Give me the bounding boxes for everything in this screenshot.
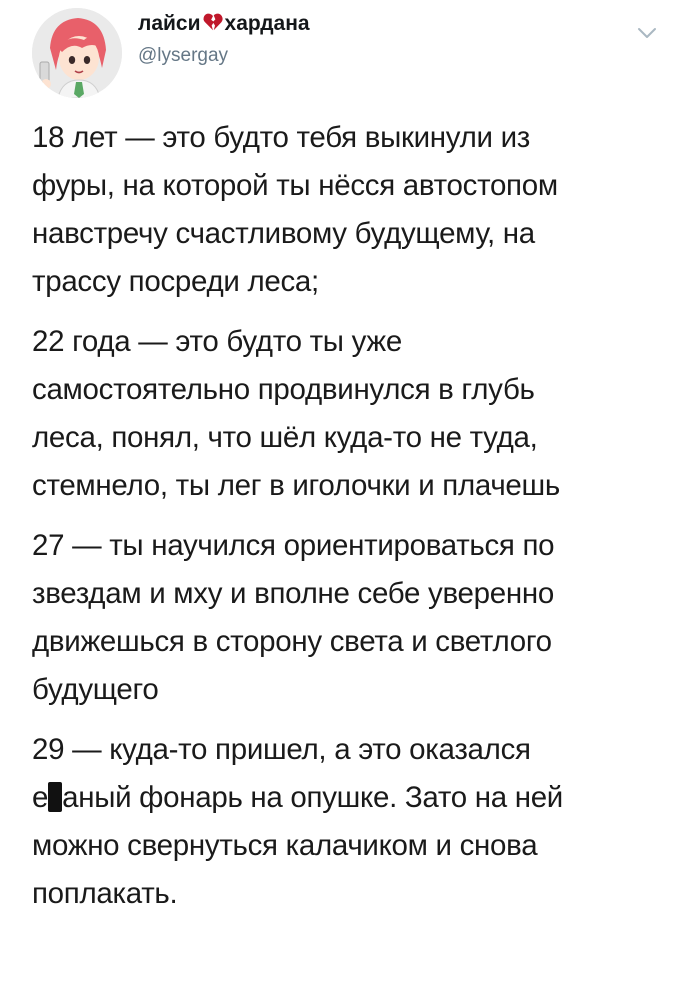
user-handle[interactable]: @lysergay bbox=[138, 45, 229, 66]
tweet-paragraph bbox=[32, 726, 682, 918]
tweet-paragraph bbox=[32, 318, 682, 510]
author-names bbox=[138, 10, 310, 69]
censored-text-after: аный фонарь на опушке. Зато на ней bbox=[62, 781, 563, 814]
tweet-paragraph bbox=[32, 114, 682, 306]
text-line: трассу посреди леса; bbox=[32, 265, 319, 298]
display-name-part2: хардана bbox=[224, 12, 310, 35]
censor-block bbox=[48, 782, 62, 812]
text-line-censored bbox=[32, 774, 682, 822]
text-line: 27 — ты научился ориентироваться по bbox=[32, 529, 555, 562]
display-name[interactable] bbox=[138, 10, 310, 41]
display-name-part1: лайси bbox=[138, 12, 201, 35]
text-line: самостоятельно продвинулся в глубь bbox=[32, 373, 535, 406]
text-line: можно свернуться калачиком и снова bbox=[32, 829, 538, 862]
tweet-text bbox=[32, 114, 682, 930]
text-line: звездам и мху и вполне себе уверенно bbox=[32, 577, 554, 610]
chevron-down-icon[interactable] bbox=[636, 26, 658, 40]
tweet-paragraph bbox=[32, 522, 682, 714]
avatar[interactable] bbox=[32, 8, 122, 98]
censored-text-before: е bbox=[32, 781, 49, 814]
text-line: фуры, на которой ты нёсся автостопом bbox=[32, 169, 558, 202]
avatar-illustration bbox=[32, 8, 122, 98]
text-line: 22 года — это будто ты уже bbox=[32, 325, 402, 358]
broken-heart-icon bbox=[202, 11, 224, 41]
tweet-header bbox=[22, 6, 672, 88]
text-line: поплакать. bbox=[32, 877, 178, 910]
text-line: леса, понял, что шёл куда-то не туда, bbox=[32, 421, 538, 454]
text-line: 29 — куда-то пришел, а это оказался bbox=[32, 733, 531, 766]
text-line: будущего bbox=[32, 673, 159, 706]
text-line: навстречу счастливому будущему, на bbox=[32, 217, 535, 250]
text-line: стемнело, ты лег в иголочки и плачешь bbox=[32, 469, 560, 502]
text-line: движешься в сторону света и светлого bbox=[32, 625, 552, 658]
text-line: 18 лет — это будто тебя выкинули из bbox=[32, 121, 530, 154]
